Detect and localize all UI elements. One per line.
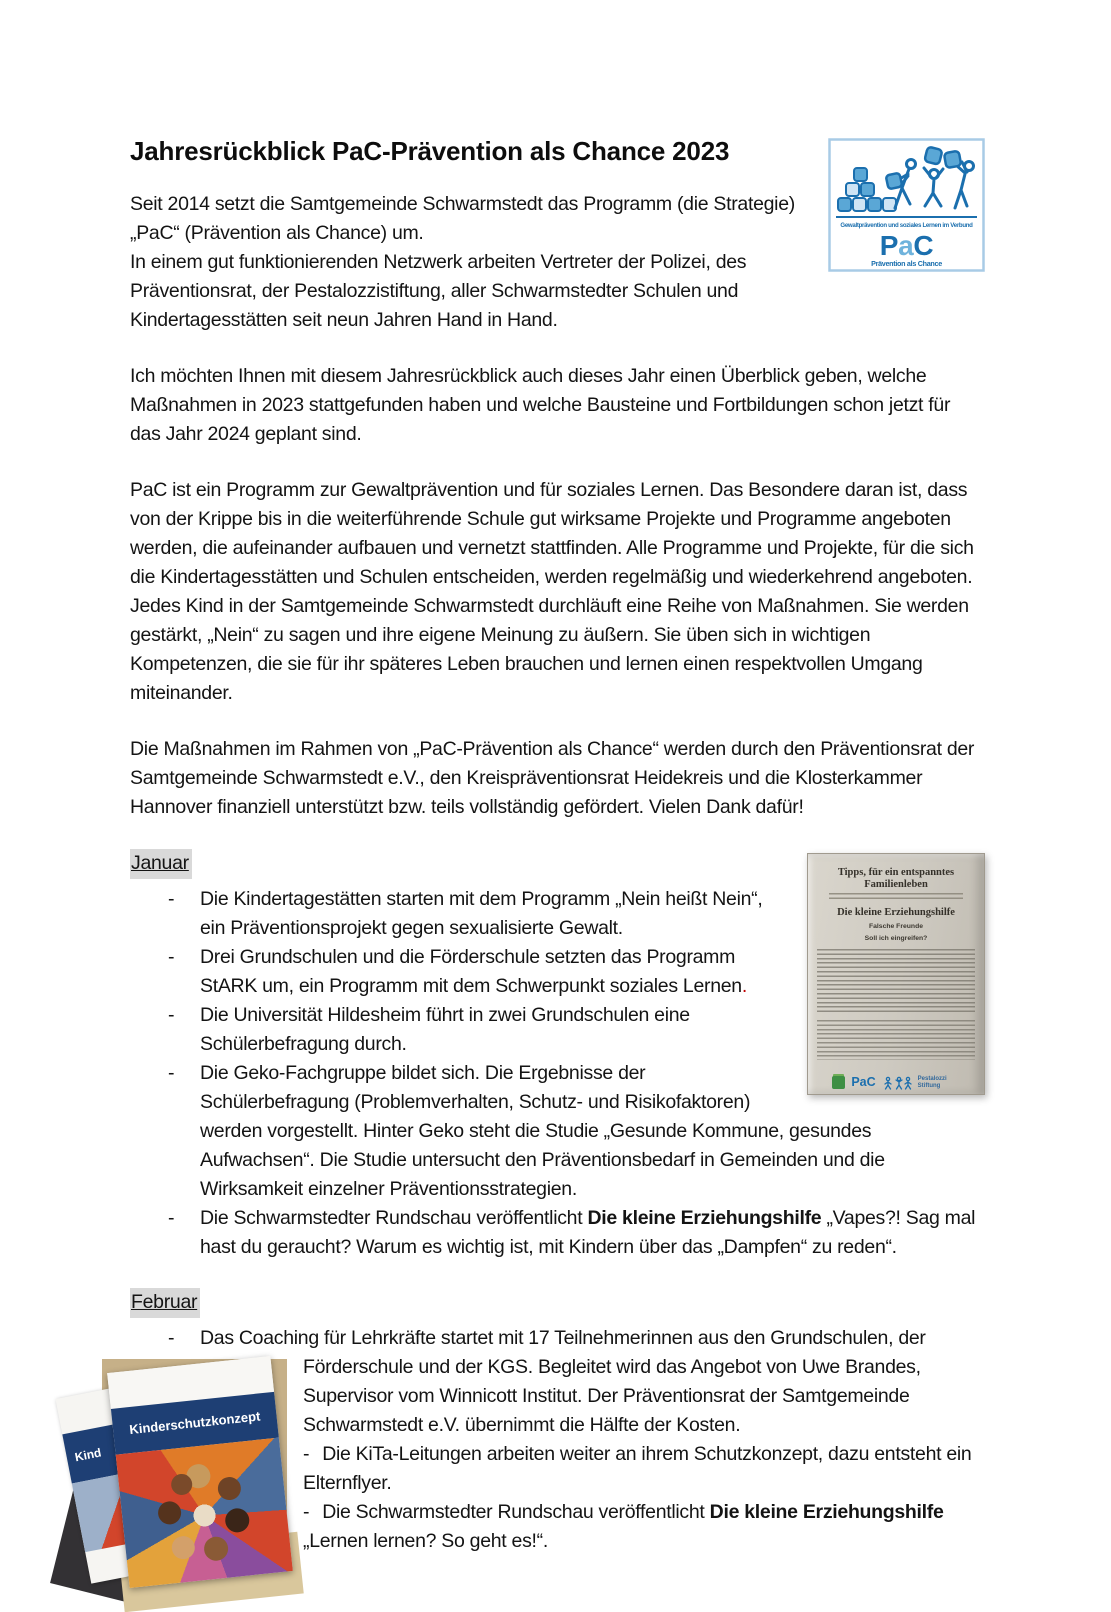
page-title: Jahresrückblick PaC-Prävention als Chance 2023 (130, 136, 730, 166)
logo-subtitle: Prävention als Chance (871, 259, 942, 268)
list-item-text: Drei Grundschulen und die Förderschule setzten das Programm StARK um, ein Programm mit dem Schwerpunkt soziales Lernen (200, 946, 742, 997)
intro-paragraph-1-line-b: In einem gut funktionierenden Netzwerk arbeiten Vertreter der Polizei, des Präventionsrat, der Pestalozzistiftung, aller Schwarmstedter Schulen und Kindertagesstätten seit neun Jahren Hand in Hand. (130, 251, 747, 331)
list-item (130, 1059, 985, 1204)
list-item-text: Die Schwarmstedter Rundschau veröffentlicht (200, 1207, 588, 1229)
list-item (130, 1204, 985, 1262)
list-item (73, 1324, 985, 1465)
list-dash (303, 1501, 322, 1523)
clipping-subtitle-2: Soll ich eingreifen? (864, 935, 928, 942)
list-item (130, 943, 985, 1001)
bold-series-name: Die kleine Erziehungshilfe (587, 1207, 822, 1229)
list-dash (303, 1443, 322, 1465)
list-item-text: Die KiTa-Leitungen arbeiten weiter an ihrem Schutzkonzept, dazu entsteht ein Elternflyer. (303, 1443, 972, 1494)
clipping-headline: Tipps, für ein entspanntes Familienleben (837, 867, 955, 890)
list-item-text: „Vapes?! Sag mal hast du geraucht? Warum es wichtig ist, mit Kindern über das „Dampfen“ zu reden“. (200, 1207, 976, 1258)
section-heading-januar: Januar (130, 849, 192, 879)
list-item-text: Die Schwarmstedter Rundschau veröffentlicht (322, 1501, 710, 1523)
logo-acronym: PaC (879, 230, 934, 261)
list-item-text: Die Universität Hildesheim führt in zwei Grundschulen eine Schülerbefragung durch. (200, 1004, 690, 1055)
logo-tagline: Gewaltprävention und soziales Lernen im Verbund (840, 222, 973, 229)
list-item (130, 885, 985, 943)
booklet-back-title: Kind (62, 1406, 219, 1484)
booklet-front-title: Kinderschutzkonzept (111, 1392, 279, 1455)
list-item (130, 1001, 985, 1059)
red-period: . (741, 975, 747, 997)
pestalozzi-stiftung-logo: Pestalozzi Stiftung (917, 1076, 947, 1089)
clipping-series-title: Die kleine Erziehungshilfe (837, 907, 955, 918)
pac-footer-logo: PaC (851, 1075, 876, 1089)
list-item-text: Das Coaching für Lehrkräfte startet mit 17 Teilnehmerinnen aus den Grundschulen, der (200, 1327, 926, 1349)
intro-paragraph-3: PaC ist ein Programm zur Gewaltprävention und für soziales Lernen. Das Besondere daran ist, dass von der Krippe bis in die weiterführende Schule gut wirksame Projekte und Programme angeboten werden, die aufeinander aufbauen und vernetzt stattfinden. Alle Programme und Projekte, für die sich die Kindertagesstätten und Schulen entscheiden, werden regelmäßig und wiederkehrend angeboten. Jedes Kind in der Samtgemeinde Schwarmstedt durchläuft eine Reihe von Maßnahmen. Sie werden gestärkt, „Nein“ zu sagen und ihre eigene Meinung zu äußern. Sie üben sich in wichtigen Kompetenzen, die sie für ihr späteres Leben brauchen und lernen einen respektvollen Umgang miteinander. (130, 479, 974, 704)
list-item-text: Förderschule und der KGS. Begleitet wird das Angebot von Uwe Brandes, Supervisor vom Winnicott Institut. Der Präventionsrat der Samtgemeinde Schwarmstedt e.V. übernimmt die Hälfte der Kosten. (303, 1356, 921, 1436)
intro-paragraph-2: Ich möchten Ihnen mit diesem Jahresrückblick auch dieses Jahr einen Überblick geben, welche Maßnahmen in 2023 stattgefunden haben und welche Bausteine und Fortbildungen schon jetzt für das Jahr 2024 geplant sind. (130, 365, 951, 445)
intro-paragraph-1-line-a: Seit 2014 setzt die Samtgemeinde Schwarmstedt das Programm (die Strategie) „PaC“ (Prävention als Chance) um. (130, 193, 795, 244)
bold-series-name: Die kleine Erziehungshilfe (709, 1501, 944, 1523)
februar-list (73, 1324, 985, 1556)
intro-paragraph-4: Die Maßnahmen im Rahmen von „PaC-Prävention als Chance“ werden durch den Präventionsrat der Samtgemeinde Schwarmstedt e.V., den Kreispräventionsrat Heidekreis und die Klosterkammer Hannover finanziell unterstützt bzw. teils vollständig gefördert. Vielen Dank dafür! (130, 738, 975, 818)
clipping-subtitle-1: Falsche Freunde (868, 923, 923, 930)
list-item (130, 1440, 985, 1498)
list-item (130, 1498, 985, 1556)
list-item-text: „Lernen lernen? So geht es!“. (303, 1530, 548, 1552)
list-item-text: Die Geko-Fachgruppe bildet sich. Die Ergebnisse der Schülerbefragung (Problemverhalten, Schutz- und Risikofaktoren) werden vorgestellt. Hinter Geko steht die Studie „Gesunde Kommune, gesundes Aufwachsen“. Die Studie untersucht den Präventionsbedarf in Gemeinden und die Wirksamkeit einzelner Präventionsstrategien. (200, 1062, 885, 1200)
list-item-text: Die Kindertagestätten starten mit dem Programm „Nein heißt Nein“, ein Präventionsprojekt gegen sexualisierte Gewalt. (200, 888, 763, 939)
januar-list (130, 885, 985, 1262)
pac-logo (828, 138, 985, 272)
section-heading-februar: Februar (130, 1288, 200, 1318)
pac-logo-graphic (828, 138, 985, 272)
